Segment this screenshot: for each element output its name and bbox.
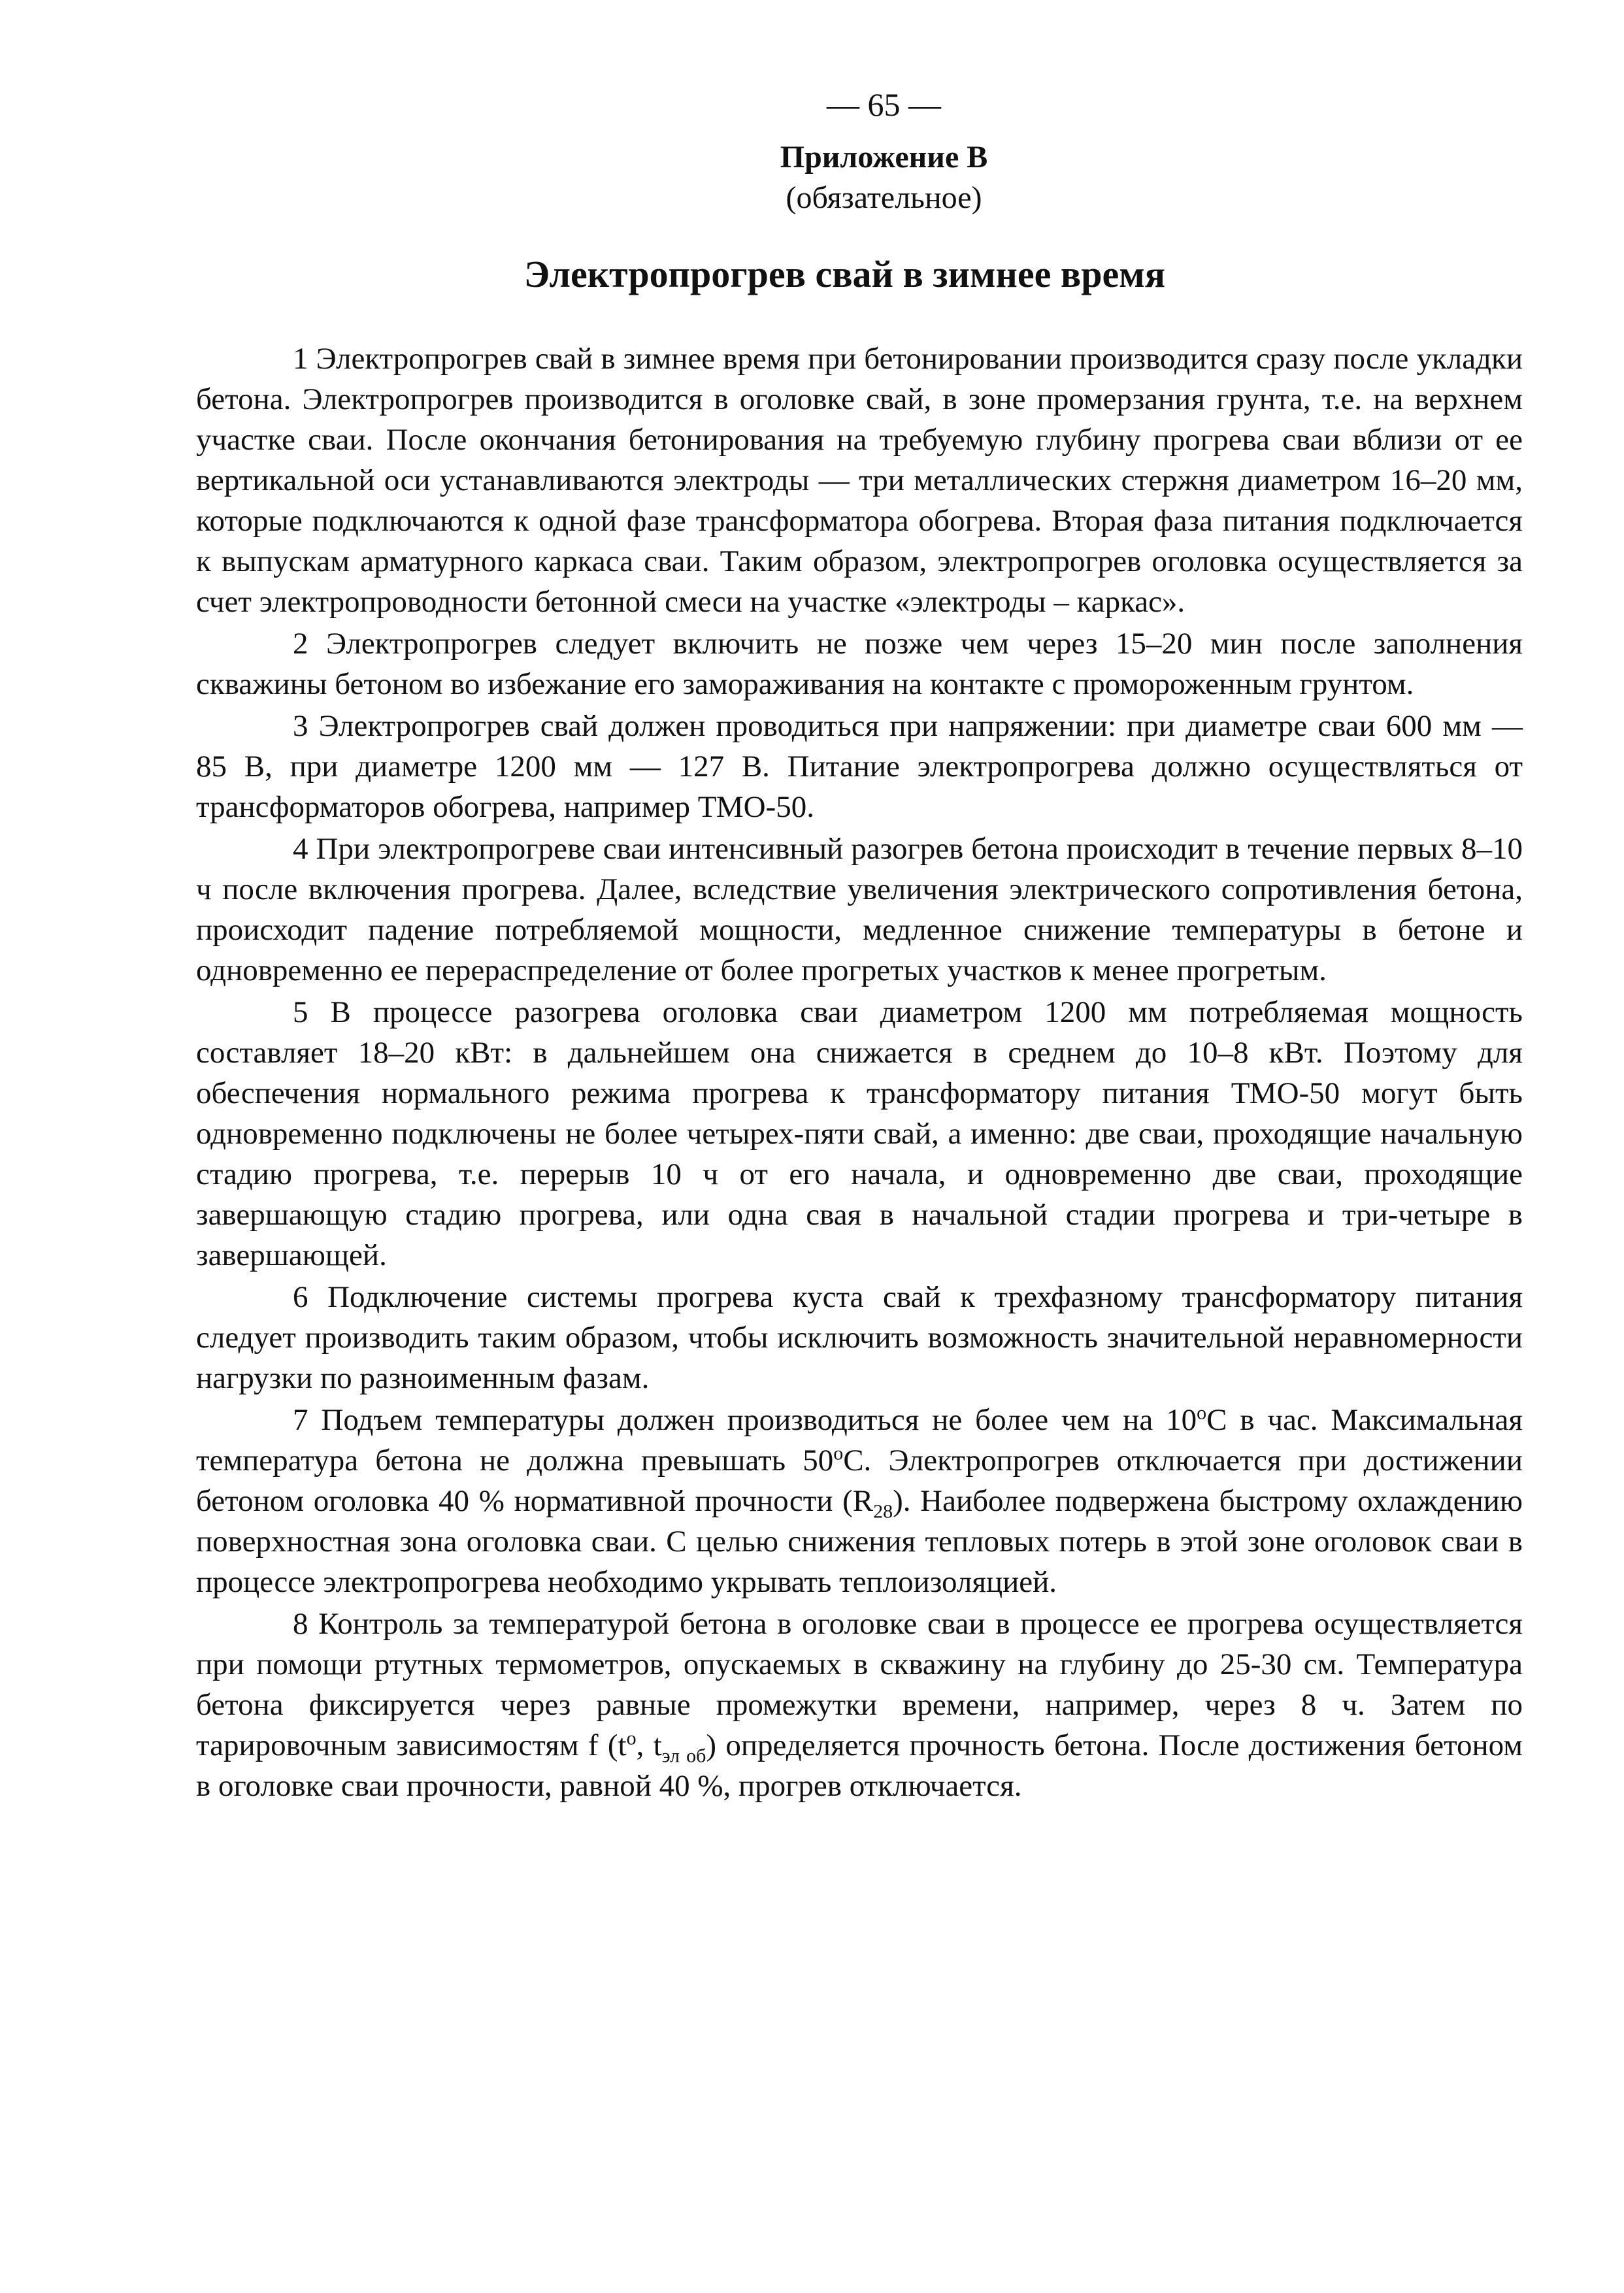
appendix-title: Приложение В <box>780 140 988 174</box>
degree-mark: о <box>626 1727 637 1749</box>
paragraph-2: 2 Электропрогрев следует включить не позже чем через 15–20 мин после заполнения скважины бетоном во избежание его замораживания на контакте с промороженным грунтом. <box>196 627 1523 701</box>
paragraph-8 <box>196 1604 1523 1806</box>
paragraph-8-text-3: ) определяется прочность бетона. После достижения бетоном в оголовке сваи прочности, равной 40 %, прогрев отключается. <box>196 1728 1523 1803</box>
degree-mark: о <box>833 1442 844 1464</box>
subscript: эл об <box>661 1745 706 1767</box>
body-text <box>196 338 1523 1807</box>
paragraph-8-text-1: 8 Контроль за температурой бетона в оголовке сваи в процессе ее прогрева осуществляется при помощи ртутных термометров, опускаемых в скважину на глубину до 25-30 см. Температура бетона фиксируется через равные промежутки времени, например, через 8 ч. Затем по тарировочным зависимостям f (t <box>196 1607 1523 1762</box>
paragraph-8-text-2: , t <box>636 1728 662 1762</box>
degree-mark: о <box>1197 1402 1207 1424</box>
paragraph-5: 5 В процессе разогрева оголовка сваи диаметром 1200 мм потребляемая мощность составляет 18–20 кВт: в дальнейшем она снижается в среднем до 10–8 кВт. Поэтому для обеспечения нормального режима прогрева к трансформатору питания ТМО-50 могут быть одновременно подключены не более четырех-пяти свай, а именно: две сваи, проходящие начальную стадию прогрева, т.е. перерыв 10 ч от его начала, и одновременно две сваи, проходящие завершающую стадию прогрева, или одна свая в начальной стадии прогрева и три-четыре в завершающей. <box>196 995 1523 1272</box>
appendix-status: (обязательное) <box>786 180 982 215</box>
paragraph-7-text-1: 7 Подъем температуры должен производиться не более чем на 10 <box>293 1403 1197 1437</box>
appendix-header <box>72 137 1624 218</box>
page-number: — 65 — <box>827 86 941 123</box>
subscript: 28 <box>873 1500 893 1523</box>
paragraph-3: 3 Электропрогрев свай должен проводиться при напряжении: при диаметре сваи 600 мм — 85 В, при диаметре 1200 мм — 127 В. Питание электропрогрева должно осуществляться от трансформаторов обогрева, например ТМО-50. <box>196 709 1523 824</box>
paragraph-7 <box>196 1400 1523 1602</box>
paragraph-6: 6 Подключение системы прогрева куста свай к трехфазному трансформатору питания следует производить таким образом, чтобы исключить возможность значительной неравномерности нагрузки по разноименным фазам. <box>196 1280 1523 1395</box>
paragraph-7-text-2: С в час. Максимальная температура бетона не должна превышать 50 <box>196 1403 1523 1477</box>
paragraph-4: 4 При электропрогреве сваи интенсивный разогрев бетона происходит в течение первых 8–10 ч после включения прогрева. Далее, вследствие увеличения электрического сопротивления бетона, происходит падение потребляемой мощности, медленное снижение температуры в бетоне и одновременно ее перераспределение от более прогретых участков к менее прогретым. <box>196 832 1523 987</box>
paragraph-7-text-3: С. Электропрогрев отключается при достижении бетоном оголовка 40 % нормативной прочности (R <box>196 1443 1523 1518</box>
paragraph-1: 1 Электропрогрев свай в зимнее время при бетонировании производится сразу после укладки бетона. Электропрогрев производится в оголовке свай, в зоне промерзания грунта, т.е. на верхнем участке сваи. После окончания бетонирования на требуемую глубину прогрева сваи вблизи от ее вертикальной оси устанавливаются электроды — три металлических стержня диаметром 16–20 мм, которые подключаются к одной фазе трансформатора обогрева. Вторая фаза питания подключается к выпускам арматурного каркаса сваи. Таким образом, электропрогрев оголовка осуществляется за счет электропроводности бетонной смеси на участке «электроды – каркас». <box>196 342 1523 619</box>
document-title: Электропрогрев свай в зимнее время <box>523 253 1166 295</box>
paragraph-7-text-4: ). Наиболее подвержена быстрому охлаждению поверхностная зона оголовка сваи. С целью снижения тепловых потерь в этой зоне оголовок сваи в процессе электропрогрева необходимо укрывать теплоизоляцией. <box>196 1484 1523 1599</box>
